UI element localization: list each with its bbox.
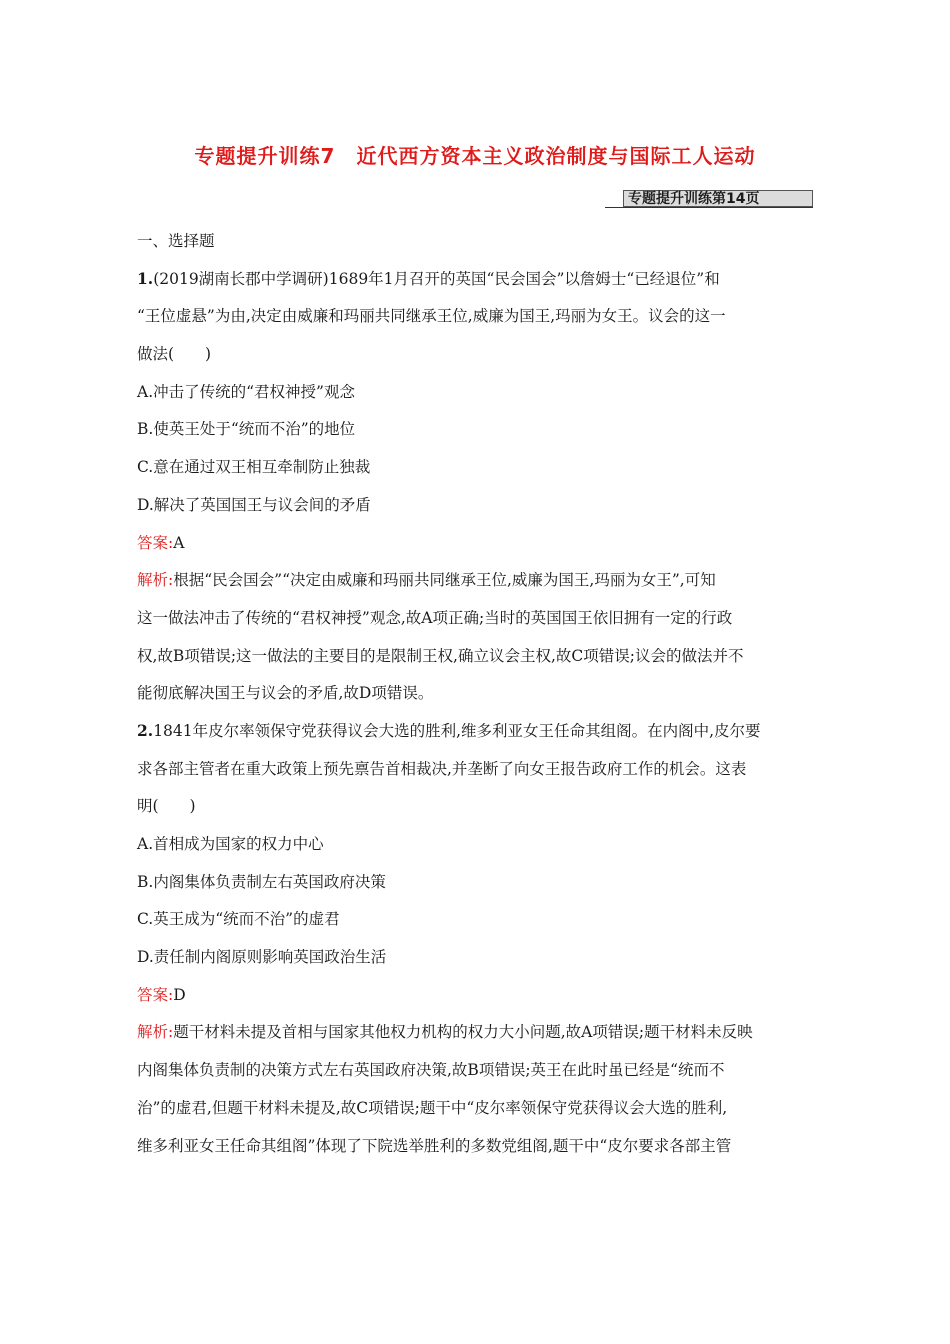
answer-label: 答案: bbox=[137, 533, 174, 552]
q1-option-b: B.使英王处于“统而不治”的地位 bbox=[137, 420, 356, 439]
reference-label: 专题提升训练第14页 bbox=[623, 190, 813, 207]
q2-number: 2. bbox=[137, 720, 154, 740]
q2-analysis-line-1: 解析:题干材料未提及首相与国家其他权力机构的权力大小问题,故A项错误;题干材料未反映 bbox=[137, 1023, 753, 1042]
question-content bbox=[137, 227, 817, 1169]
q2-option-b: B.内阁集体负责制左右英国政府决策 bbox=[137, 872, 386, 891]
q1-analysis-line-4: 能彻底解决国王与议会的矛盾,故D项错误。 bbox=[137, 684, 434, 703]
q1-option-a: A.冲击了传统的“君权神授”观念 bbox=[137, 382, 355, 401]
q2-stem-line-2: 求各部主管者在重大政策上预先禀告首相裁决,并垄断了向女王报告政府工作的机会。这表 bbox=[137, 759, 747, 778]
q2-answer: 答案:D bbox=[137, 985, 186, 1004]
q1-stem-line-2: “王位虚悬”为由,决定由威廉和玛丽共同继承王位,威廉为国王,玛丽为女王。议会的这一 bbox=[137, 307, 726, 326]
analysis-label: 解析: bbox=[137, 571, 174, 590]
q1-stem-line-3: 做法( ) bbox=[137, 345, 212, 364]
q2-option-d: D.责任制内阁原则影响英国政治生活 bbox=[137, 948, 387, 967]
page-reference bbox=[605, 190, 813, 208]
q2-analysis-line-3: 治”的虚君,但题干材料未提及,故C项错误;题干中“皮尔率领保守党获得议会大选的胜利, bbox=[137, 1098, 728, 1117]
q1-option-d: D.解决了英国国王与议会间的矛盾 bbox=[137, 495, 371, 514]
analysis-label: 解析: bbox=[137, 1023, 174, 1042]
q2-stem-line-1: 2.1841年皮尔率领保守党获得议会大选的胜利,维多利亚女王任命其组阁。在内阁中,皮尔要 bbox=[137, 720, 761, 740]
q1-analysis-line-2: 这一做法冲击了传统的“君权神授”观念,故A项正确;当时的英国国王依旧拥有一定的行政 bbox=[137, 608, 733, 627]
q1-answer: 答案:A bbox=[137, 533, 185, 552]
q2-option-c: C.英王成为“统而不治”的虚君 bbox=[137, 910, 340, 929]
q1-stem-line-1: 1.(2019湖南长郡中学调研)1689年1月召开的英国“民会国会”以詹姆士“已经退位”和 bbox=[137, 268, 720, 288]
q1-option-c: C.意在通过双王相互牵制防止独裁 bbox=[137, 458, 371, 477]
answer-label: 答案: bbox=[137, 985, 174, 1004]
q2-analysis-line-2: 内阁集体负责制的决策方式左右英国政府决策,故B项错误;英王在此时虽已经是“统而不 bbox=[137, 1061, 725, 1080]
q1-number: 1. bbox=[137, 268, 154, 288]
q2-stem-line-3: 明( ) bbox=[137, 797, 196, 816]
q1-analysis-line-1: 解析:根据“民会国会”“决定由威廉和玛丽共同继承王位,威廉为国王,玛丽为女王”,可知 bbox=[137, 571, 716, 590]
q1-analysis-line-3: 权,故B项错误;这一做法的主要目的是限制王权,确立议会主权,故C项错误;议会的做法并不 bbox=[137, 646, 744, 665]
page-title: 专题提升训练7 近代西方资本主义政治制度与国际工人运动 bbox=[194, 144, 756, 168]
q2-option-a: A.首相成为国家的权力中心 bbox=[137, 835, 324, 853]
section-heading: 一、选择题 bbox=[137, 232, 215, 250]
q2-analysis-line-4: 维多利亚女王任命其组阁”体现了下院选举胜利的多数党组阁,题干中“皮尔要求各部主管 bbox=[137, 1136, 732, 1155]
